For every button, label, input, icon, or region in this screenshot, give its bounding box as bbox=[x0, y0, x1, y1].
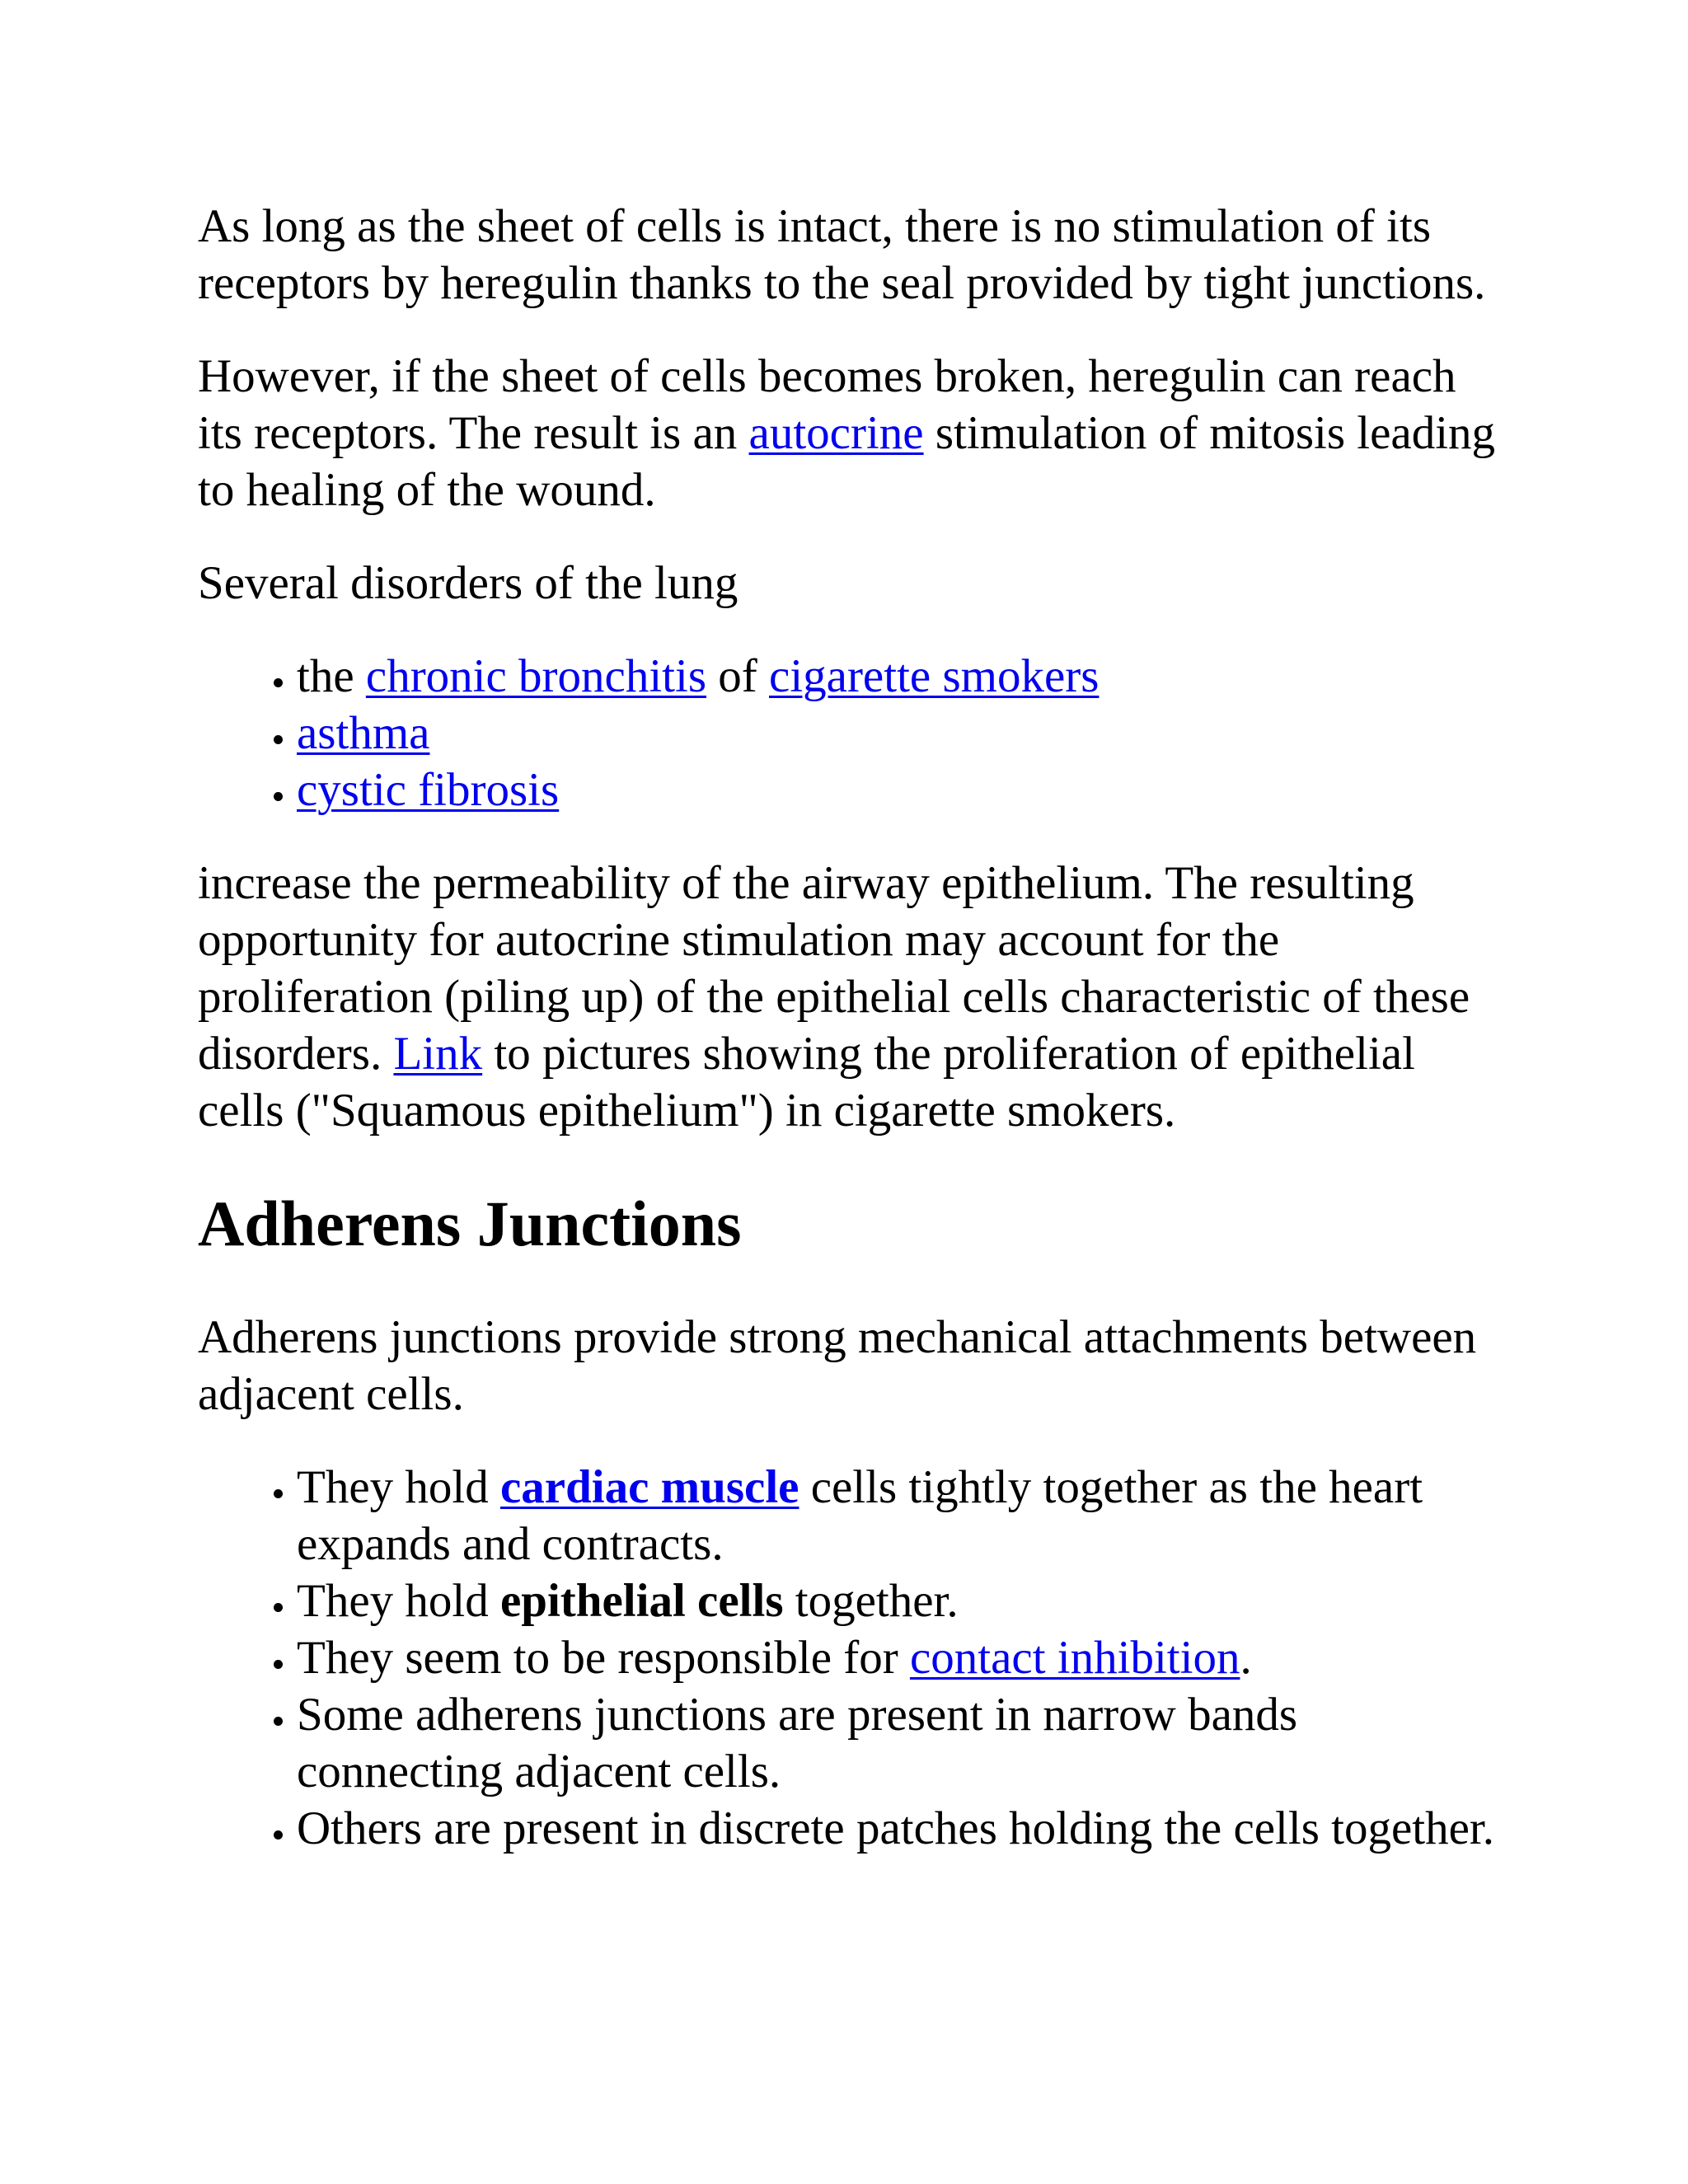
paragraph-broken-sheet bbox=[198, 348, 1500, 518]
list-item-text: of bbox=[706, 650, 770, 702]
list-item bbox=[297, 705, 1500, 762]
list-item-text: Others are present in discrete patches holding the cells together. bbox=[297, 1802, 1494, 1854]
cigarette-smokers-link[interactable]: cigarette smokers bbox=[769, 650, 1100, 702]
chronic-bronchitis-link[interactable]: chronic bronchitis bbox=[365, 650, 707, 702]
section-heading-adherens-junctions: Adherens Junctions bbox=[198, 1188, 742, 1259]
cardiac-muscle-link-text: cardiac muscle bbox=[499, 1461, 799, 1513]
list-item-text: together. bbox=[783, 1575, 959, 1627]
paragraph-permeability bbox=[198, 855, 1500, 1139]
list-item-text: the bbox=[297, 650, 366, 702]
paragraph-text: As long as the sheet of cells is intact, there is no stimulation of its receptors by heregulin thanks to the seal provided by tight junctions. bbox=[198, 200, 1486, 309]
asthma-link[interactable]: asthma bbox=[297, 707, 430, 759]
contact-inhibition-link[interactable]: contact inhibition bbox=[909, 1632, 1240, 1684]
paragraph-adherens-intro bbox=[198, 1309, 1500, 1422]
document-page bbox=[198, 198, 1500, 1893]
list-item-text: They hold bbox=[297, 1461, 500, 1513]
paragraph-text: However, if the sheet of cells becomes broken, heregulin can reach its receptors. The result is an bbox=[198, 350, 1456, 459]
list-item-text: They hold bbox=[297, 1575, 500, 1627]
list-item bbox=[297, 648, 1500, 705]
paragraph-text: to pictures showing the proliferation of epithelial cells ("Squamous epithelium") in cigarette smokers. bbox=[198, 1028, 1415, 1137]
lung-disorders-list bbox=[198, 648, 1500, 818]
list-item bbox=[297, 1629, 1500, 1686]
list-item bbox=[297, 762, 1500, 818]
list-item-text: . bbox=[1240, 1632, 1252, 1684]
adherens-facts-list bbox=[198, 1459, 1500, 1857]
cystic-fibrosis-link[interactable]: cystic fibrosis bbox=[297, 764, 560, 816]
list-item-text: cells tightly together as the heart expands and contracts. bbox=[297, 1461, 1423, 1570]
cardiac-muscle-link[interactable] bbox=[500, 1461, 799, 1513]
list-item bbox=[297, 1686, 1500, 1800]
paragraph-tight-junction-seal bbox=[198, 198, 1500, 312]
autocrine-link[interactable]: autocrine bbox=[748, 407, 924, 459]
paragraph-text: Adherens junctions provide strong mechanical attachments between adjacent cells. bbox=[198, 1311, 1477, 1420]
paragraph-text: increase the permeability of the airway epithelium. The resulting opportunity for autocrine stimulation may account for the proliferation (piling up) of the epithelial cells characteristic of these disorders. bbox=[198, 857, 1470, 1080]
list-item bbox=[297, 1459, 1500, 1572]
list-item bbox=[297, 1800, 1500, 1857]
list-item-text: They seem to be responsible for bbox=[297, 1632, 910, 1684]
list-item bbox=[297, 1572, 1500, 1629]
paragraph-lung-disorders-intro bbox=[198, 555, 1500, 612]
list-item-text: Some adherens junctions are present in narrow bands connecting adjacent cells. bbox=[297, 1689, 1298, 1797]
pictures-link[interactable]: Link bbox=[393, 1028, 483, 1080]
paragraph-text: Several disorders of the lung bbox=[198, 557, 738, 609]
epithelial-cells-bold: epithelial cells bbox=[499, 1575, 784, 1627]
paragraph-text: stimulation of mitosis leading to healing of the wound. bbox=[198, 407, 1496, 516]
